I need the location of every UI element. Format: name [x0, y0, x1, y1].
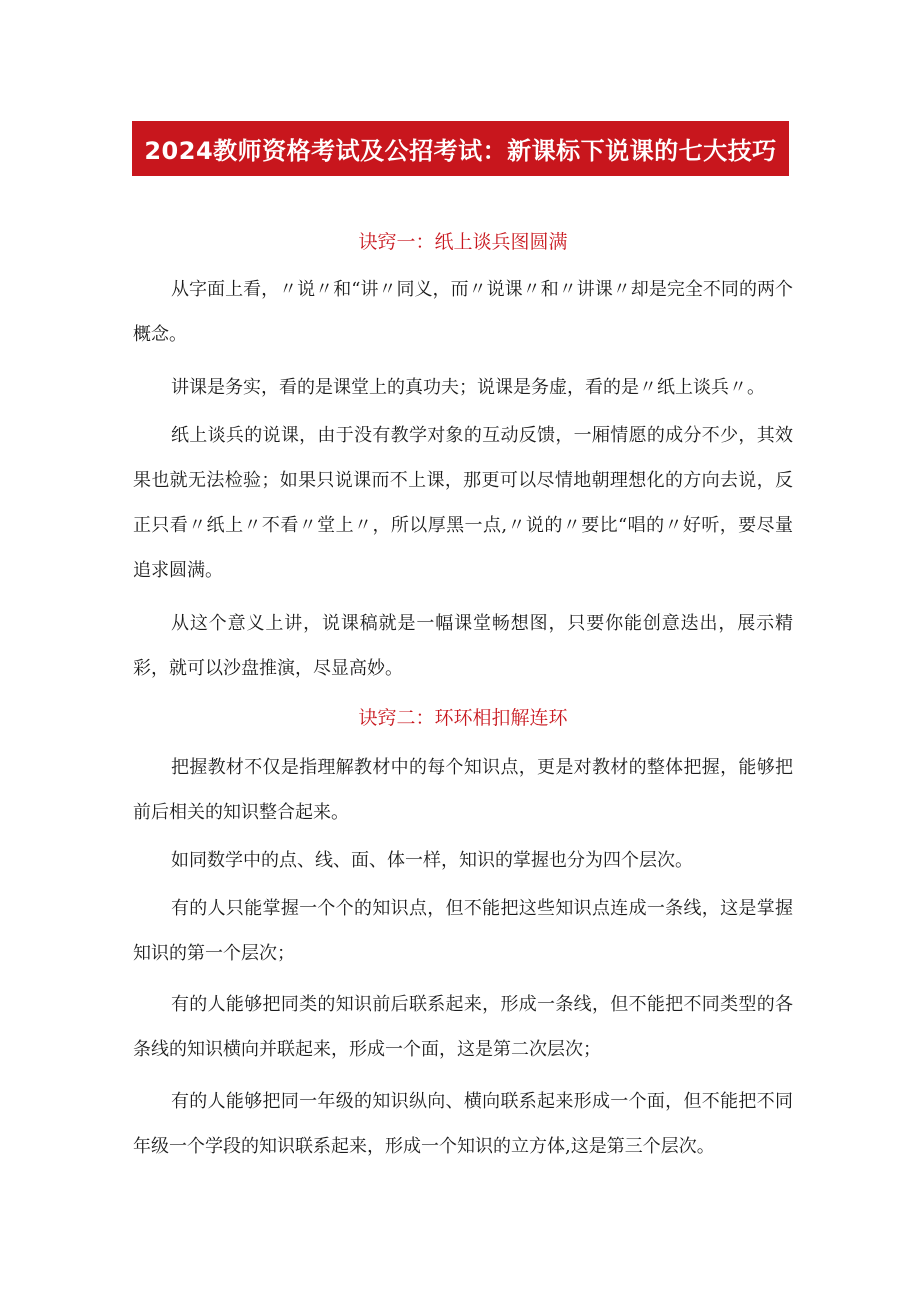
title-banner [132, 121, 789, 176]
paragraph: 有的人只能掌握一个个的知识点，但不能把这些知识点连成一条线，这是掌握知识的第一个层次； [133, 898, 793, 964]
document-title: 2024教师资格考试及公招考试：新课标下说课的七大技巧 [144, 137, 777, 165]
section-heading-1: 诀窍一：纸上谈兵图圆满 [358, 231, 568, 253]
paragraph: 从字面上看，〃说〃和“讲〃同义，而〃说课〃和〃讲课〃却是完全不同的两个概念。 [133, 279, 793, 345]
section-heading-2: 诀窍二：环环相扣解连环 [358, 707, 568, 729]
paragraph: 从这个意义上讲，说课稿就是一幅课堂畅想图，只要你能创意迭出，展示精彩，就可以沙盘推演，尽显高妙。 [133, 613, 793, 679]
paragraph: 纸上谈兵的说课，由于没有教学对象的互动反馈，一厢情愿的成分不少，其效果也就无法检验；如果只说课而不上课，那更可以尽情地朝理想化的方向去说，反正只看〃纸上〃不看〃堂上〃，所以厚黑一点,〃说的〃要比“唱的〃好听，要尽量追求圆满。 [133, 425, 793, 581]
paragraph: 有的人能够把同类的知识前后联系起来，形成一条线，但不能把不同类型的各条线的知识横向并联起来，形成一个面，这是第二次层次； [133, 994, 793, 1060]
paragraph: 把握教材不仅是指理解教材中的每个知识点，更是对教材的整体把握，能够把前后相关的知识整合起来。 [133, 757, 793, 823]
paragraph: 如同数学中的点、线、面、体一样，知识的掌握也分为四个层次。 [171, 850, 693, 871]
paragraph: 讲课是务实，看的是课堂上的真功夫；说课是务虚，看的是〃纸上谈兵〃。 [171, 377, 765, 398]
paragraph: 有的人能够把同一年级的知识纵向、横向联系起来形成一个面，但不能把不同年级一个学段的知识联系起来，形成一个知识的立方体,这是第三个层次。 [133, 1091, 793, 1157]
